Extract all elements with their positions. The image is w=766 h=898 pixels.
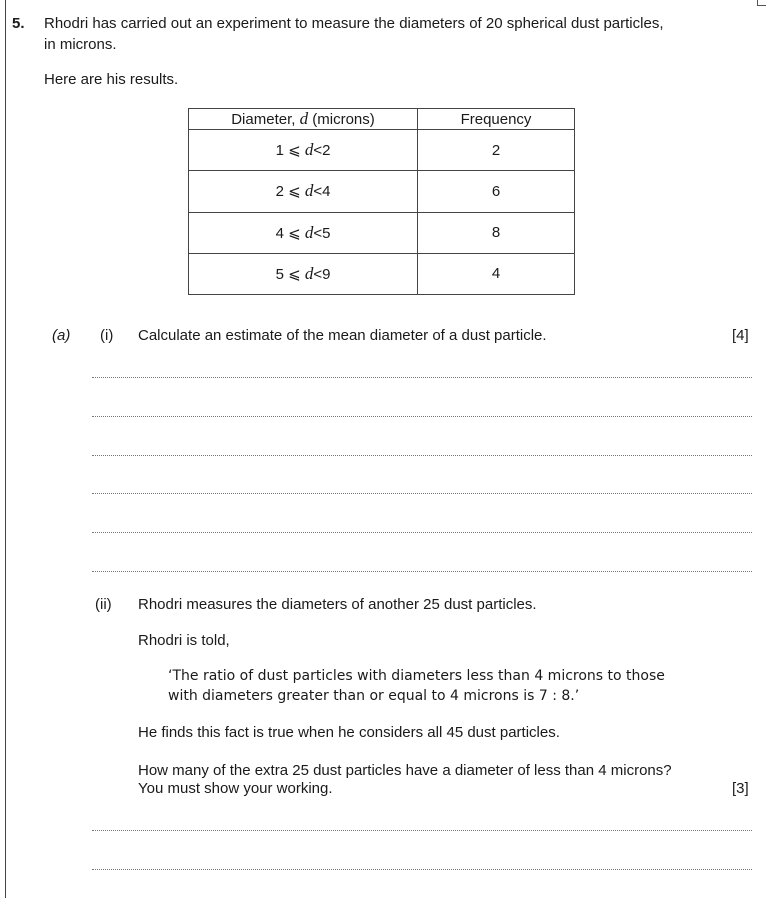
interval-upper: 4 (322, 183, 331, 201)
le-symbol: ⩽ (288, 265, 301, 283)
answer-line[interactable] (92, 493, 752, 494)
question-number: 5. (12, 15, 25, 32)
lt-symbol: < (313, 224, 323, 242)
part-a-ii-marks: [3] (732, 780, 749, 797)
frequency-cell: 4 (418, 253, 575, 294)
part-a-i-label: (i) (100, 327, 114, 344)
answer-line[interactable] (92, 571, 752, 572)
interval-variable: d (304, 140, 314, 160)
part-a-label: (a) (52, 327, 71, 344)
le-symbol: ⩽ (288, 224, 301, 242)
table-row (189, 171, 575, 212)
answer-line[interactable] (92, 416, 752, 417)
diameter-interval (189, 171, 418, 212)
diameter-interval (189, 212, 418, 253)
interval-lower: 1 (275, 142, 284, 160)
table-header-row (189, 109, 575, 130)
part-a-i-marks: [4] (732, 327, 749, 344)
answer-line[interactable] (92, 830, 752, 831)
interval-variable: d (304, 263, 314, 283)
part-a-ii-line2: Rhodri is told, (138, 632, 230, 649)
answer-line[interactable] (92, 455, 752, 456)
results-table (188, 108, 575, 295)
frequency-column-header: Frequency (418, 109, 575, 130)
ratio-quote-line1: ‘The ratio of dust particles with diameters less than 4 microns to those (168, 668, 665, 684)
frequency-cell: 2 (418, 130, 575, 171)
table-row (189, 253, 575, 294)
interval-upper: 2 (322, 142, 331, 160)
diameter-header-variable: d (299, 109, 309, 128)
part-a-i-question: Calculate an estimate of the mean diameter of a dust particle. (138, 327, 547, 344)
lt-symbol: < (313, 265, 323, 283)
answer-line[interactable] (92, 869, 752, 870)
answer-line[interactable] (92, 377, 752, 378)
results-intro: Here are his results. (44, 71, 179, 88)
frequency-cell: 6 (418, 171, 575, 212)
table-row (189, 130, 575, 171)
question-intro-line2: in microns. (44, 36, 117, 53)
ratio-quote-line2: with diameters greater than or equal to 4 microns is 7 : 8.’ (168, 688, 580, 704)
part-a-ii-label: (ii) (95, 596, 112, 613)
table-row (189, 212, 575, 253)
interval-lower: 5 (275, 265, 284, 283)
interval-lower: 2 (275, 183, 284, 201)
interval-lower: 4 (275, 224, 284, 242)
interval-upper: 5 (322, 224, 331, 242)
le-symbol: ⩽ (288, 142, 301, 160)
question-intro-line1: Rhodri has carried out an experiment to measure the diameters of 20 spherical dust particles, (44, 15, 664, 32)
diameter-column-header (189, 109, 418, 130)
diameter-interval (189, 130, 418, 171)
frequency-cell: 8 (418, 212, 575, 253)
interval-variable: d (304, 222, 314, 242)
page-corner-mark (757, 0, 766, 6)
diameter-interval (189, 253, 418, 294)
part-a-ii-line1: Rhodri measures the diameters of another 25 dust particles. (138, 596, 537, 613)
lt-symbol: < (313, 142, 323, 160)
diameter-header-unit: (microns) (312, 111, 375, 128)
part-a-ii-instruction: You must show your working. (138, 780, 333, 797)
page-left-border (5, 0, 6, 898)
interval-variable: d (304, 181, 314, 201)
interval-upper: 9 (322, 265, 331, 283)
answer-line[interactable] (92, 532, 752, 533)
lt-symbol: < (313, 183, 323, 201)
part-a-ii-question: How many of the extra 25 dust particles have a diameter of less than 4 microns? (138, 762, 672, 779)
le-symbol: ⩽ (288, 183, 301, 201)
part-a-ii-line3: He finds this fact is true when he considers all 45 dust particles. (138, 724, 560, 741)
diameter-header-prefix: Diameter, (231, 111, 296, 128)
